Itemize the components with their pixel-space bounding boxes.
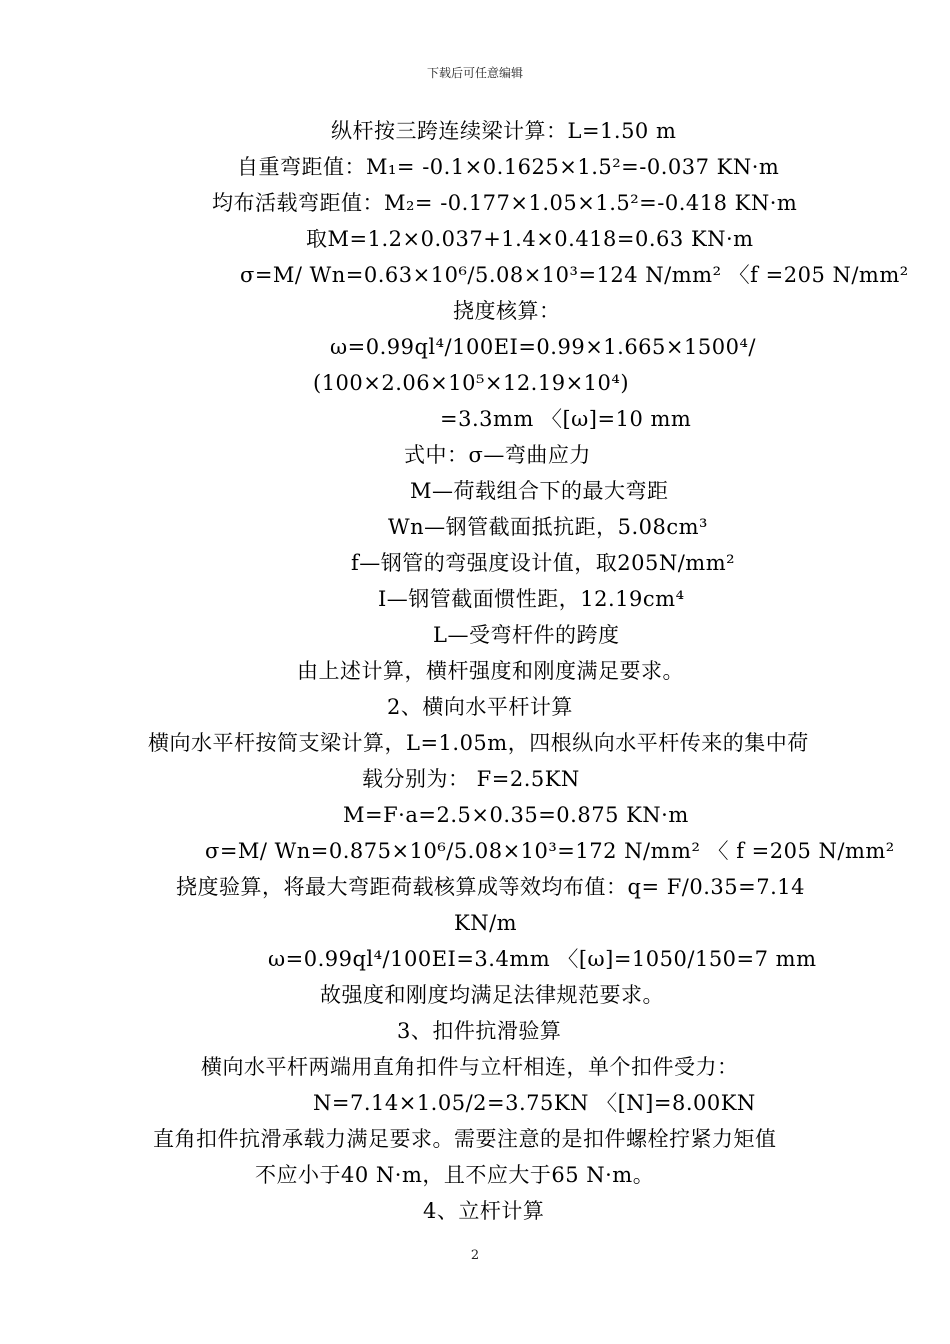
text-line: 均布活载弯距值：M₂= -0.177×1.05×1.5²=-0.418 KN·m [212, 191, 798, 215]
text-line: (100×2.06×10⁵×12.19×10⁴) [313, 371, 630, 395]
text-line: KN/m [454, 911, 518, 935]
text-line: 取M=1.2×0.037+1.4×0.418=0.63 KN·m [306, 227, 754, 251]
page-header: 下载后可任意编辑 [426, 66, 523, 80]
text-line: M=F·a=2.5×0.35=0.875 KN·m [343, 803, 689, 827]
text-line: I—钢管截面惯性距，12.19cm⁴ [378, 587, 685, 611]
text-line: 挠度验算，将最大弯距荷载核算成等效均布值：q= F/0.35=7.14 [176, 875, 805, 899]
text-line: 故强度和刚度均满足法律规范要求。 [320, 983, 664, 1007]
text-line: M—荷载组合下的最大弯距 [410, 479, 669, 503]
text-line: 直角扣件抗滑承载力满足要求。需要注意的是扣件螺栓拧紧力矩值 [153, 1127, 777, 1151]
text-line: ω=0.99ql⁴/100EI=3.4mm 〈[ω]=1050/150=7 mm [268, 947, 817, 971]
text-line: N=7.14×1.05/2=3.75KN 〈[N]=8.00KN [313, 1091, 756, 1115]
text-line: 纵杆按三跨连续梁计算：L=1.50 m [331, 119, 677, 143]
section-heading: 2、横向水平杆计算 [387, 695, 573, 719]
section-heading: 3、扣件抗滑验算 [397, 1019, 562, 1043]
section-heading: 4、立杆计算 [423, 1199, 545, 1223]
text-line: σ=M/ Wn=0.63×10⁶/5.08×10³=124 N/mm² 〈f =205 N/mm² [240, 263, 909, 287]
text-line: σ=M/ Wn=0.875×10⁶/5.08×10³=172 N/mm² 〈 f =205 N/mm² [205, 839, 895, 863]
text-line: ω=0.99ql⁴/100EI=0.99×1.665×1500⁴/ [330, 335, 756, 359]
text-line: Wn—钢管截面抵抗距，5.08cm³ [388, 515, 708, 539]
text-line: 不应小于40 N·m，且不应大于65 N·m。 [255, 1163, 655, 1187]
text-line: =3.3mm 〈[ω]=10 mm [440, 407, 692, 431]
text-line: L—受弯杆件的跨度 [433, 623, 620, 647]
page-number: 2 [470, 1248, 480, 1263]
text-line: 自重弯距值：M₁= -0.1×0.1625×1.5²=-0.037 KN·m [237, 155, 780, 179]
text-line: 由上述计算，横杆强度和刚度满足要求。 [297, 659, 684, 683]
text-line: 横向水平杆两端用直角扣件与立杆相连，单个扣件受力： [201, 1055, 739, 1079]
text-line: 载分别为： F=2.5KN [362, 767, 580, 791]
text-line: 式中：σ—弯曲应力 [404, 443, 591, 467]
text-line: f—钢管的弯强度设计值，取205N/mm² [351, 551, 736, 575]
text-line: 横向水平杆按简支梁计算，L=1.05m，四根纵向水平杆传来的集中荷 [148, 731, 809, 755]
text-line: 挠度核算： [453, 299, 561, 323]
